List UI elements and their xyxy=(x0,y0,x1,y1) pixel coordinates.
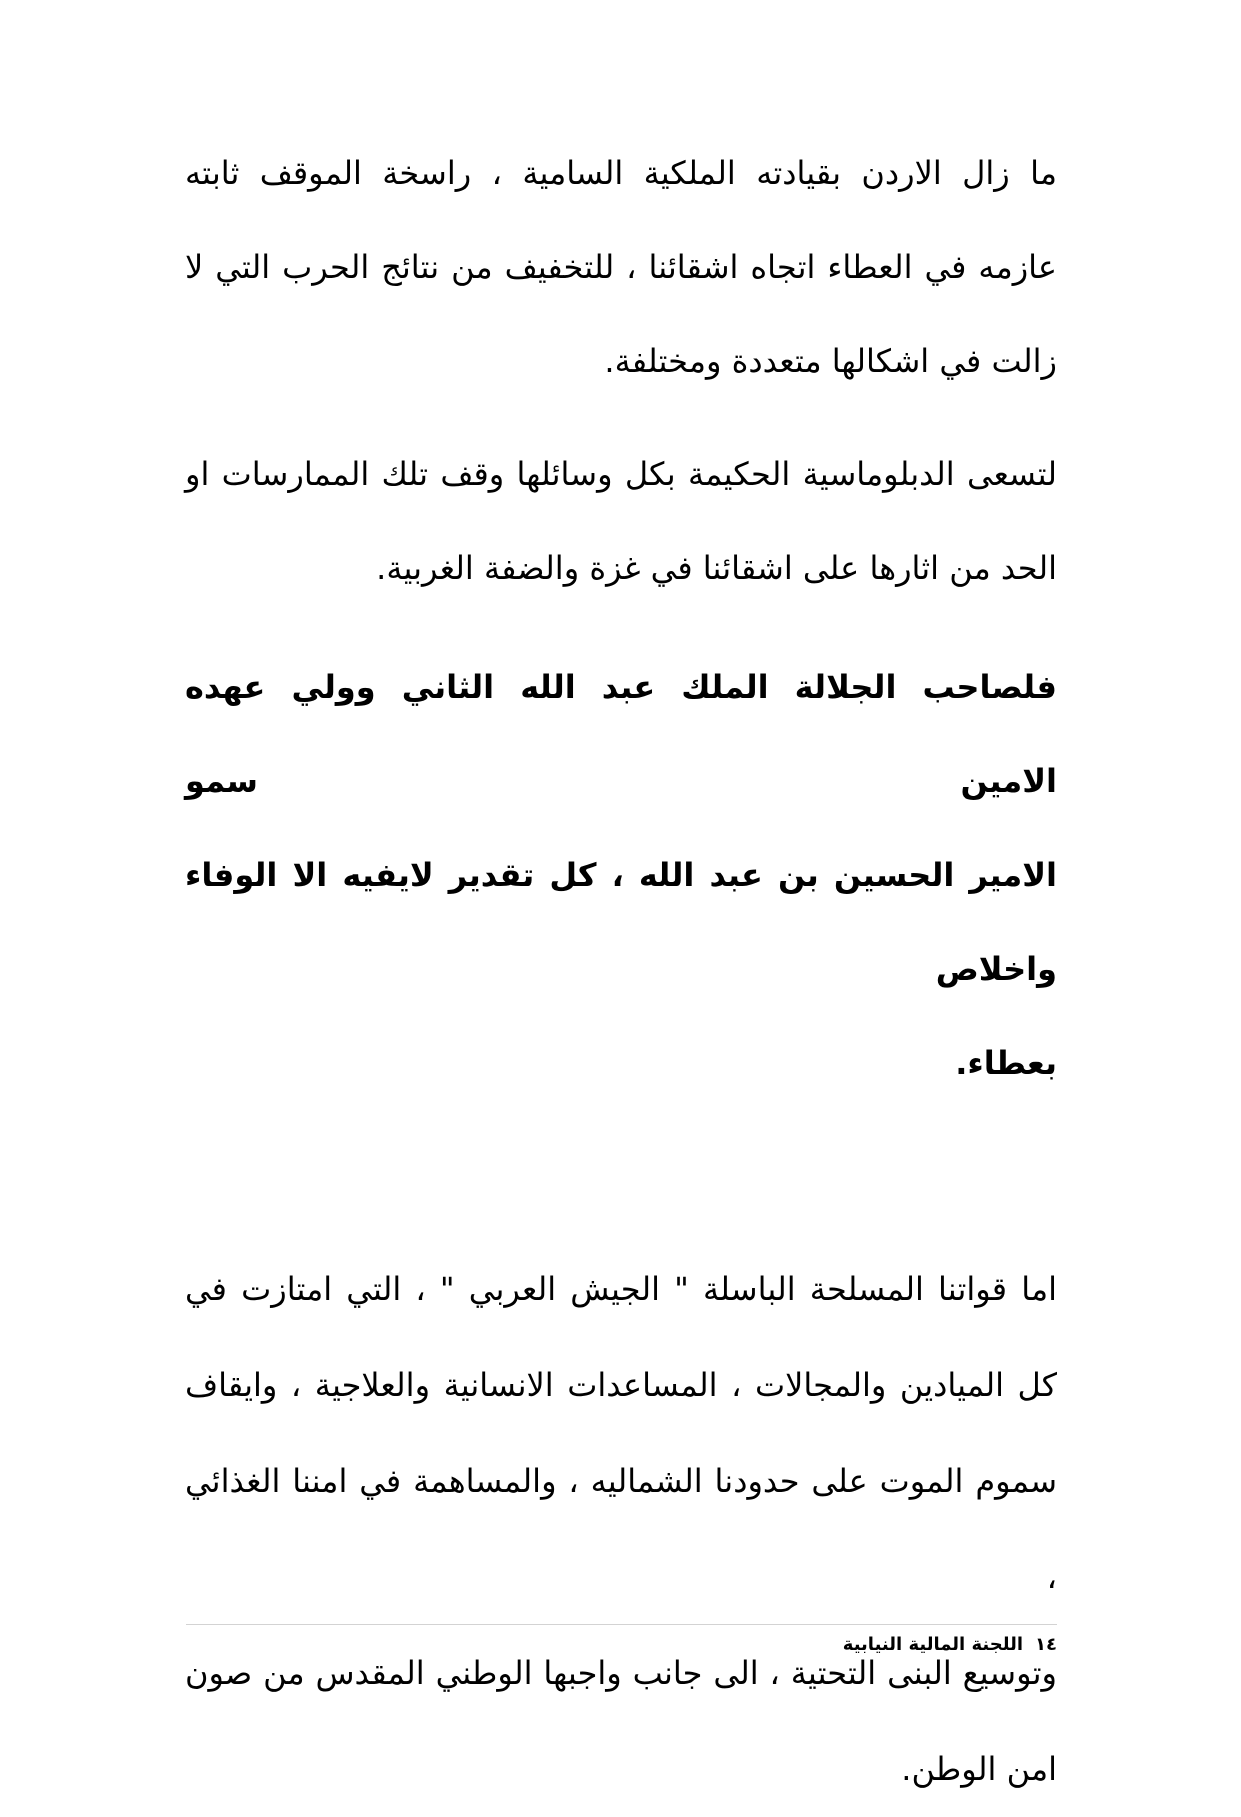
text-line: كل الميادين والمجالات ، المساعدات الانسانية والعلاجية ، وايقاف xyxy=(185,1366,1057,1404)
paragraph-diplomacy xyxy=(185,427,1057,615)
text-line: الحد من اثارها على اشقائنا في غزة والضفة الغربية. xyxy=(376,549,1057,587)
text-line: وتوسيع البنى التحتية ، الى جانب واجبها الوطني المقدس من صون xyxy=(185,1654,1057,1692)
footer-text xyxy=(186,1630,1057,1660)
text-line: سموم الموت على حدودنا الشماليه ، والمساهمة في امننا الغذائي ، xyxy=(185,1462,1057,1596)
text-line: زالت في اشكالها متعددة ومختلفة. xyxy=(604,342,1057,380)
paragraph-armed-forces xyxy=(185,1241,1057,1817)
page-footer xyxy=(186,1624,1057,1660)
text-line: ما زال الاردن بقيادته الملكية السامية ، راسخة الموقف ثابته xyxy=(185,154,1057,192)
text-line: بعطاء. xyxy=(955,1044,1057,1082)
text-line: امن الوطن. xyxy=(901,1750,1057,1788)
text-line: لتسعى الدبلوماسية الحكيمة بكل وسائلها وقف تلك الممارسات او xyxy=(185,455,1057,493)
text-line: فلصاحب الجلالة الملك عبد الله الثاني وولي عهده الامين سمو xyxy=(185,668,1057,800)
text-line: عازمه في العطاء اتجاه اشقائنا ، للتخفيف من نتائج الحرب التي لا xyxy=(185,248,1057,286)
footer-committee-label: اللجنة المالية النيابية xyxy=(842,1634,1024,1655)
paragraph-royal-tribute xyxy=(185,640,1057,1110)
text-line: الامير الحسين بن عبد الله ، كل تقدير لايفيه الا الوفاء واخلاص xyxy=(185,856,1057,988)
document-body xyxy=(185,126,1057,1817)
text-line: اما قواتنا المسلحة الباسلة " الجيش العربي " ، التي امتازت في xyxy=(185,1270,1057,1308)
page-number: ١٤ xyxy=(1035,1634,1057,1655)
paragraph-opening xyxy=(185,126,1057,408)
